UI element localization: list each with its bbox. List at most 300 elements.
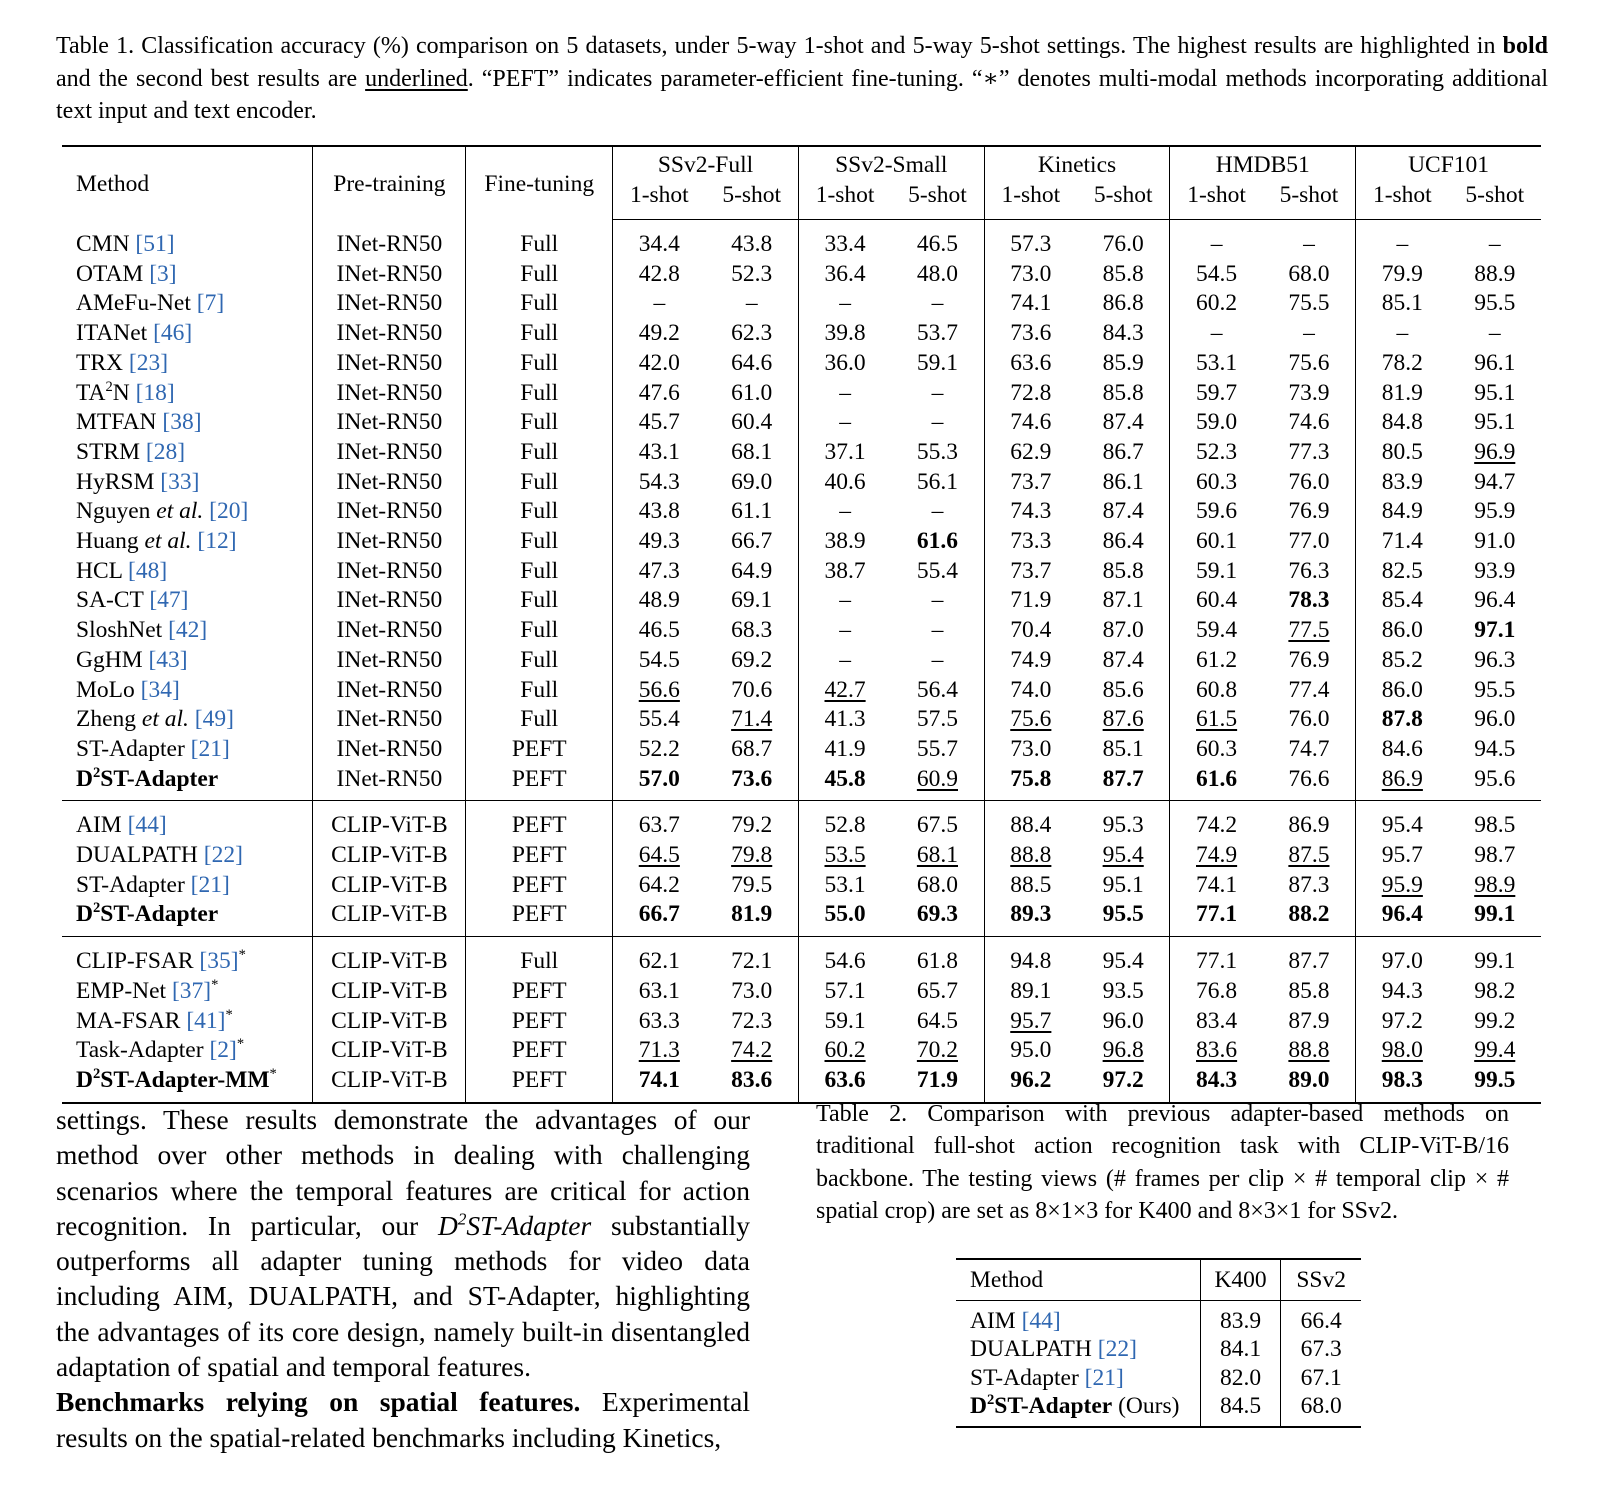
col-shot: 1-shot: [1170, 181, 1263, 220]
value-cell: [1263, 616, 1356, 646]
value: 97.0: [1381, 948, 1423, 975]
value: 74.6: [1288, 409, 1330, 436]
value-cell: [1077, 497, 1170, 527]
method-name: [76, 1067, 270, 1093]
value-cell: [706, 349, 799, 379]
value: 81.9: [731, 901, 773, 928]
t2-col-ssv2: SSv2: [1281, 1259, 1361, 1301]
value: 75.6: [1288, 349, 1330, 376]
ssv2-cell: 66.4: [1281, 1301, 1361, 1336]
value-cell: [891, 438, 984, 468]
method-name-text: EMP-Net: [76, 977, 172, 1004]
value-cell: [798, 379, 891, 409]
method-name-text: TA: [76, 379, 106, 406]
value-cell: [613, 676, 706, 706]
value-cell: [613, 379, 706, 409]
k400-cell: 84.5: [1200, 1392, 1281, 1427]
method-name-text: CLIP-FSAR: [76, 948, 200, 975]
citation-link: [2]: [209, 1037, 237, 1064]
method-name: [76, 872, 191, 898]
value: 74.1: [1010, 290, 1052, 317]
value-cell: [984, 900, 1077, 936]
finetuning-cell: Full: [466, 616, 613, 646]
value: 73.0: [1010, 260, 1052, 287]
value: 76.8: [1196, 977, 1238, 1004]
value: 74.6: [1010, 409, 1052, 436]
value: 83.6: [731, 1066, 773, 1093]
value: 76.6: [1288, 765, 1330, 792]
value-cell: [1077, 705, 1170, 735]
value-cell: [984, 616, 1077, 646]
value-cell: [1263, 220, 1356, 260]
table-row: [62, 557, 1541, 587]
value: 60.3: [1196, 468, 1238, 495]
value-cell: [891, 735, 984, 765]
value-cell: [1170, 319, 1263, 349]
method-name-text: ST-Adapter: [970, 1364, 1085, 1391]
value: 75.6: [1010, 706, 1052, 733]
value: 46.5: [638, 617, 680, 644]
value: 60.4: [1196, 587, 1238, 614]
value-cell: [706, 1007, 799, 1037]
method-name-text: ST-Adapter-MM: [100, 1066, 270, 1093]
value-cell: [984, 220, 1077, 260]
value-cell: [613, 735, 706, 765]
method-cell: [62, 260, 313, 290]
value: 62.9: [1010, 438, 1052, 465]
value-cell: [798, 616, 891, 646]
value: 63.7: [638, 812, 680, 839]
method-name: [76, 842, 204, 868]
value-cell: [1356, 468, 1449, 498]
value-cell: [706, 616, 799, 646]
table-row: [62, 871, 1541, 901]
value: –: [839, 617, 851, 644]
value-cell: [1449, 871, 1542, 901]
value-cell: [1170, 1007, 1263, 1037]
col-shot: 1-shot: [798, 181, 891, 220]
value-cell: [1170, 977, 1263, 1007]
value-cell: [891, 527, 984, 557]
value-cell: [1356, 735, 1449, 765]
value: 98.2: [1474, 977, 1516, 1004]
results-table: [62, 145, 1541, 1104]
value: 69.3: [916, 901, 958, 928]
value-cell: [1449, 586, 1542, 616]
value: 71.9: [916, 1066, 958, 1093]
value: –: [839, 587, 851, 614]
value-cell: [1263, 1036, 1356, 1066]
value-cell: [706, 676, 799, 706]
value-cell: [891, 765, 984, 801]
pretraining-cell: INet-RN50: [313, 408, 466, 438]
value-cell: [1263, 586, 1356, 616]
value: 88.8: [1288, 1037, 1330, 1064]
value: 59.6: [1196, 498, 1238, 525]
value: –: [1488, 231, 1501, 257]
finetuning-cell: PEFT: [466, 977, 613, 1007]
body-paragraph: settings. These results demonstrate the advantages of our method over other methods in dealing with challenging scenarios where the temporal features are critical for action recognition. In particular, our $D^2ST$-Adapter substantially outperforms all adapter tuning methods for video data including AIM, DUALPATH, and ST-Adapter, highlighting the advantages of its core design, namely built-in disentangled adaptation of spatial and temporal features.: [56, 1104, 750, 1383]
finetuning-cell: Full: [466, 557, 613, 587]
value: 59.7: [1196, 379, 1238, 406]
value: 52.3: [1196, 438, 1238, 465]
method-name-text: D: [970, 1392, 987, 1419]
table-row: [62, 319, 1541, 349]
value-cell: [1356, 527, 1449, 557]
value: 86.0: [1381, 617, 1423, 644]
value-cell: [1170, 616, 1263, 646]
value-cell: [1263, 937, 1356, 977]
value-cell: [984, 319, 1077, 349]
value: 64.5: [916, 1007, 958, 1034]
value: 70.4: [1010, 617, 1052, 644]
value-cell: [798, 765, 891, 801]
value: 36.4: [824, 260, 866, 287]
table1-caption: Table 1. Classification accuracy (%) comparison on 5 datasets, under 5-way 1-shot and 5-way 5-shot settings. The highest results are highlighted in bold and the second best results are underlined. “PEFT” indicates parameter-efficient fine-tuning. “∗” denotes multi-modal methods incorporating additional text input and text encoder.: [56, 33, 1548, 124]
value-cell: [1263, 438, 1356, 468]
value-cell: [706, 900, 799, 936]
table-row: [62, 220, 1541, 260]
value-cell: [1170, 765, 1263, 801]
value-cell: [613, 977, 706, 1007]
method-name-text: AIM: [76, 812, 128, 839]
value-cell: [798, 289, 891, 319]
value: 56.1: [916, 468, 958, 495]
multimodal-star: *: [238, 947, 246, 964]
value-cell: [613, 289, 706, 319]
value-cell: [1449, 937, 1542, 977]
value-cell: [1170, 260, 1263, 290]
col-shot: 1-shot: [984, 181, 1077, 220]
value: 63.3: [638, 1007, 680, 1034]
value-cell: [706, 557, 799, 587]
value: 97.2: [1102, 1066, 1144, 1093]
value: 71.4: [1381, 528, 1423, 555]
value: 97.1: [1474, 617, 1516, 644]
finetuning-cell: Full: [466, 586, 613, 616]
value: 85.2: [1381, 646, 1423, 673]
value: 73.0: [731, 977, 773, 1004]
value: 49.3: [638, 528, 680, 555]
value-cell: [706, 527, 799, 557]
value-cell: [1077, 349, 1170, 379]
value: 45.7: [638, 409, 680, 436]
table-row: [956, 1301, 1361, 1336]
value: 98.3: [1381, 1066, 1423, 1093]
value-cell: [1356, 557, 1449, 587]
value-cell: [706, 438, 799, 468]
value: 96.0: [1102, 1007, 1144, 1034]
col-shot: 5-shot: [1077, 181, 1170, 220]
value-cell: [1263, 289, 1356, 319]
method-name-text: D: [76, 765, 93, 792]
table-row: [62, 349, 1541, 379]
col-ucf101: UCF101: [1356, 146, 1541, 181]
value: 43.8: [638, 498, 680, 525]
method-name-text: DUALPATH: [970, 1336, 1098, 1363]
value-cell: [984, 586, 1077, 616]
value: 97.2: [1381, 1007, 1423, 1034]
value-cell: [891, 705, 984, 735]
table-row: [62, 735, 1541, 765]
value: 87.4: [1102, 498, 1144, 525]
table-row: [956, 1364, 1361, 1392]
value-cell: [984, 977, 1077, 1007]
value-cell: [1449, 735, 1542, 765]
value-cell: [891, 801, 984, 841]
value-cell: [891, 1036, 984, 1066]
value-cell: [1356, 438, 1449, 468]
method-cell: [62, 1007, 313, 1037]
col-ssv2-full: SSv2-Full: [613, 146, 799, 181]
value: 98.5: [1474, 812, 1516, 839]
value-cell: [891, 260, 984, 290]
value-cell: [798, 319, 891, 349]
table-row: [62, 438, 1541, 468]
value: 57.1: [824, 977, 866, 1004]
value-cell: [706, 586, 799, 616]
value-cell: [1263, 765, 1356, 801]
value-cell: [613, 937, 706, 977]
value-cell: [891, 871, 984, 901]
value-cell: [706, 735, 799, 765]
value: 53.5: [824, 842, 866, 869]
value: 56.4: [916, 676, 958, 703]
method-name: [76, 320, 153, 346]
value-cell: [891, 408, 984, 438]
method-name-text: ST-Adapter: [76, 735, 191, 762]
value-cell: [706, 289, 799, 319]
multimodal-star: *: [269, 1065, 277, 1082]
value: 47.6: [638, 379, 680, 406]
value-cell: [613, 527, 706, 557]
value-cell: [1263, 801, 1356, 841]
method-cell: [956, 1301, 1200, 1336]
value: 59.1: [916, 349, 958, 376]
citation-link: [21]: [190, 871, 230, 898]
method-cell: [62, 1036, 313, 1066]
citation-link: [7]: [196, 290, 225, 317]
value-cell: [1449, 900, 1542, 936]
value-cell: [1263, 497, 1356, 527]
value-cell: [1449, 438, 1542, 468]
value: –: [931, 617, 944, 644]
value-cell: [613, 408, 706, 438]
value-cell: [1449, 319, 1542, 349]
value-cell: [1263, 319, 1356, 349]
value-cell: [1170, 468, 1263, 498]
value-cell: [1170, 220, 1263, 260]
method-name-text: ITANet: [76, 320, 154, 347]
value-cell: [891, 586, 984, 616]
table-row: [62, 468, 1541, 498]
multimodal-star: *: [225, 1006, 233, 1023]
method-cell: [62, 557, 313, 587]
value: 61.6: [1196, 765, 1238, 792]
method-name: [76, 587, 149, 613]
pretraining-cell: CLIP-ViT-B: [313, 1036, 466, 1066]
value: 84.3: [1102, 320, 1144, 347]
value-cell: [613, 900, 706, 936]
pretraining-cell: CLIP-ViT-B: [313, 1007, 466, 1037]
method-name: [76, 978, 172, 1004]
value-cell: [798, 841, 891, 871]
col-shot: 5-shot: [891, 181, 984, 220]
finetuning-cell: PEFT: [466, 1007, 613, 1037]
table2-caption: Table 2. Comparison with previous adapter-based methods on traditional full-shot action recognition task with CLIP-ViT-B/16 backbone. The testing views (# frames per clip × # temporal clip × # spatial crop) are set as 8×1×3 for K400 and 8×3×1 for SSv2.: [816, 1101, 1509, 1224]
value-cell: [613, 260, 706, 290]
value: 64.5: [638, 842, 680, 869]
finetuning-cell: Full: [466, 468, 613, 498]
value-cell: [1077, 260, 1170, 290]
value: 86.0: [1381, 676, 1423, 703]
value: 96.1: [1474, 349, 1516, 376]
method-name: [76, 901, 218, 927]
value-cell: [798, 497, 891, 527]
value-cell: [1449, 705, 1542, 735]
value: 76.0: [1102, 231, 1144, 257]
method-name-text: ST-Adapter: [100, 901, 219, 928]
value-cell: [891, 220, 984, 260]
value: 66.7: [638, 901, 680, 928]
method-name-text: MA-FSAR: [76, 1007, 187, 1034]
pretraining-cell: INet-RN50: [313, 765, 466, 801]
value: 34.4: [638, 231, 680, 257]
value: 95.5: [1474, 676, 1516, 703]
value-cell: [891, 676, 984, 706]
value-cell: [1077, 765, 1170, 801]
value: 62.1: [638, 948, 680, 975]
value-cell: [891, 900, 984, 936]
finetuning-cell: Full: [466, 497, 613, 527]
value: 39.8: [824, 320, 866, 347]
value: 74.7: [1288, 735, 1330, 762]
finetuning-cell: Full: [466, 705, 613, 735]
value: 85.8: [1102, 260, 1144, 287]
method-name: [76, 409, 162, 435]
value-cell: [891, 1007, 984, 1037]
value-cell: [1170, 937, 1263, 977]
value: 55.0: [824, 901, 866, 928]
value: 87.4: [1102, 646, 1144, 673]
value: 98.7: [1474, 842, 1516, 869]
value-cell: [798, 586, 891, 616]
superscript: 2: [92, 764, 101, 781]
value-cell: [1077, 841, 1170, 871]
value: 48.0: [916, 260, 958, 287]
value-cell: [1449, 765, 1542, 801]
pretraining-cell: INet-RN50: [313, 220, 466, 260]
method-name-text: MTFAN: [76, 409, 163, 436]
value: 73.7: [1010, 468, 1052, 495]
value: 86.7: [1102, 438, 1144, 465]
value: 64.6: [731, 349, 773, 376]
citation-link: [42]: [168, 617, 208, 644]
method-name: [76, 1037, 209, 1063]
value: 87.4: [1102, 409, 1144, 436]
pretraining-cell: CLIP-ViT-B: [313, 900, 466, 936]
t2-col-k400: K400: [1200, 1259, 1281, 1301]
pretraining-cell: CLIP-ViT-B: [313, 937, 466, 977]
value: 89.0: [1288, 1066, 1330, 1093]
finetuning-cell: Full: [466, 319, 613, 349]
table-row: [62, 260, 1541, 290]
value: 57.5: [916, 706, 958, 733]
value: –: [931, 587, 944, 614]
value: 68.1: [731, 438, 773, 465]
value: 77.1: [1196, 901, 1238, 928]
value: –: [1210, 320, 1223, 347]
value: 68.0: [916, 871, 958, 898]
value-cell: [798, 977, 891, 1007]
table-row: [62, 765, 1541, 801]
value: –: [653, 290, 666, 317]
col-shot: 1-shot: [613, 181, 706, 220]
value: 55.7: [916, 735, 958, 762]
value: 75.5: [1288, 290, 1330, 317]
finetuning-cell: PEFT: [466, 841, 613, 871]
value: 63.6: [824, 1066, 866, 1093]
method-cell: [62, 937, 313, 977]
value-cell: [1077, 557, 1170, 587]
value-cell: [1449, 616, 1542, 646]
value-cell: [1263, 527, 1356, 557]
value-cell: [798, 676, 891, 706]
method-name: [970, 1393, 1112, 1419]
value: 42.8: [638, 260, 680, 287]
value-cell: [1356, 379, 1449, 409]
value: 62.3: [731, 320, 773, 347]
t2-col-method: Method: [956, 1259, 1200, 1301]
method-cell: [62, 871, 313, 901]
table-row: [62, 408, 1541, 438]
finetuning-cell: Full: [466, 379, 613, 409]
value-cell: [1356, 220, 1449, 260]
value: 86.9: [1288, 812, 1330, 839]
value: –: [1303, 320, 1315, 347]
value-cell: [1449, 289, 1542, 319]
value: 75.8: [1010, 765, 1052, 792]
value: 83.6: [1196, 1037, 1238, 1064]
value-cell: [1170, 646, 1263, 676]
value-cell: [613, 468, 706, 498]
value: –: [931, 498, 944, 525]
value: 76.0: [1288, 706, 1330, 733]
k400-cell: 83.9: [1200, 1301, 1281, 1336]
value: 68.3: [731, 617, 773, 644]
value: 52.3: [731, 260, 773, 287]
value: 45.8: [824, 765, 866, 792]
finetuning-cell: Full: [466, 408, 613, 438]
value: 79.5: [731, 871, 773, 898]
value-cell: [1077, 735, 1170, 765]
citation-link: [44]: [1021, 1308, 1061, 1334]
value-cell: [1356, 705, 1449, 735]
citation-link: [38]: [162, 409, 202, 436]
value: 74.9: [1010, 646, 1052, 673]
value-cell: [1263, 646, 1356, 676]
value-cell: [984, 408, 1077, 438]
value-cell: [891, 497, 984, 527]
value-cell: [613, 220, 706, 260]
method-name-text: N: [112, 379, 136, 406]
pretraining-cell: INet-RN50: [313, 586, 466, 616]
value: 98.0: [1381, 1037, 1423, 1064]
value: 68.7: [731, 735, 773, 762]
value-cell: [1356, 260, 1449, 290]
value: 55.4: [916, 557, 958, 584]
method-name-text: GgHM: [76, 646, 149, 673]
